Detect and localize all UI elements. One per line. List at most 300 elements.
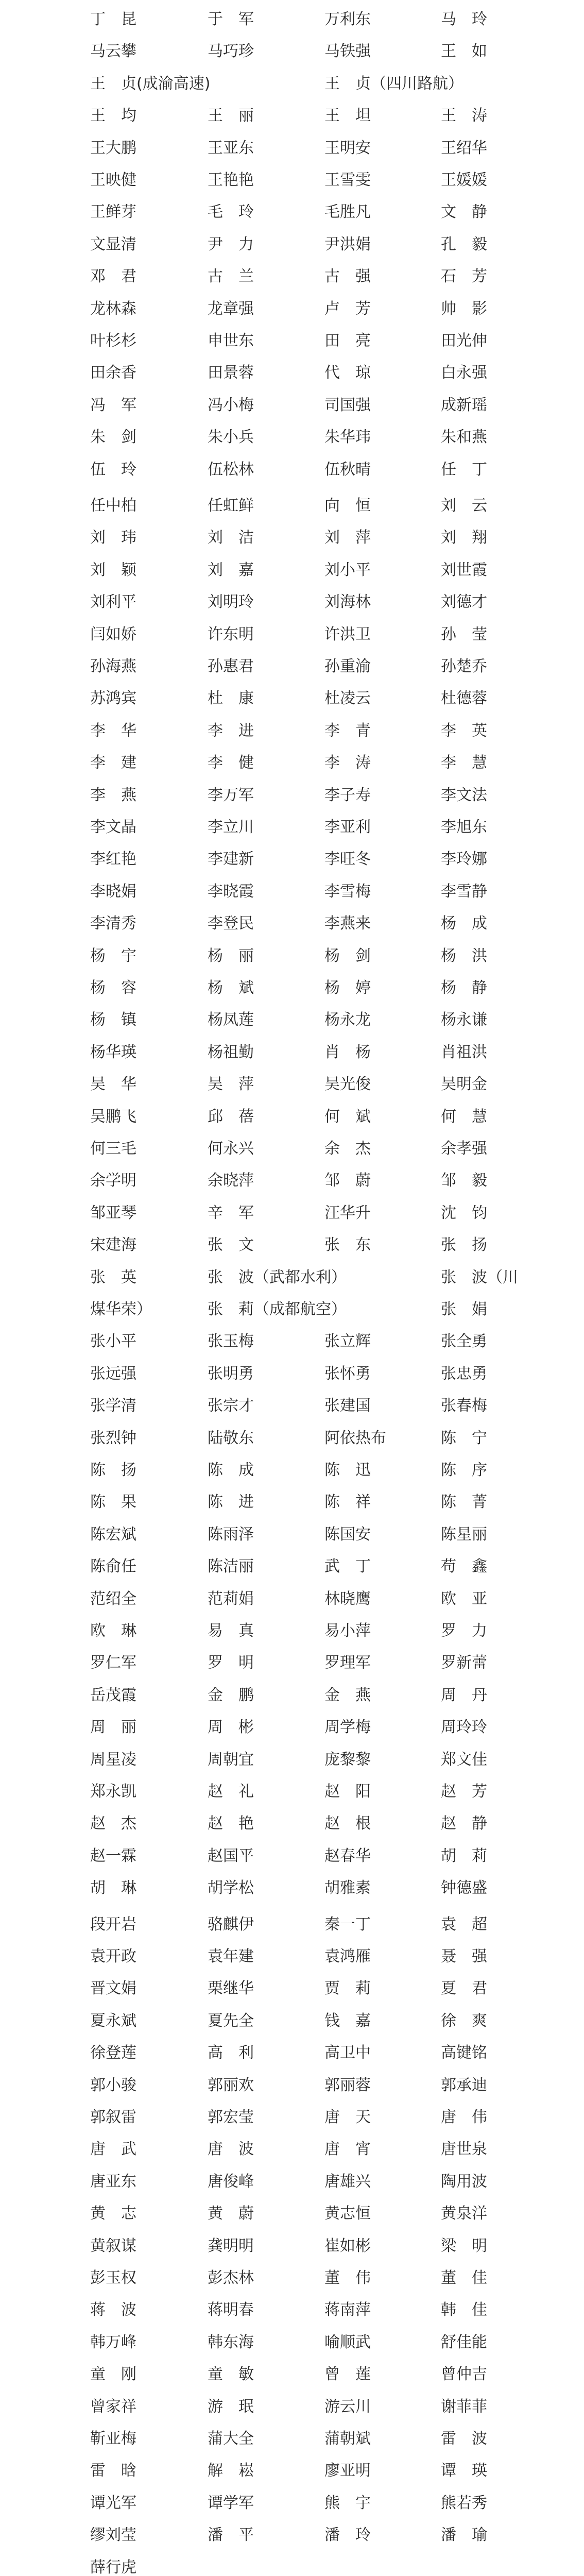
name-row <box>0 458 584 482</box>
person-name: 尹洪娟 <box>324 235 371 253</box>
person-name: 李雪静 <box>441 882 487 901</box>
person-name: 苟 鑫 <box>441 1557 487 1576</box>
person-name: 代 琼 <box>324 364 371 382</box>
person-name: 田余香 <box>90 364 136 382</box>
person-name: 栗继华 <box>208 1979 254 1998</box>
person-name: 余孝强 <box>441 1140 487 1158</box>
person-name: 何 慧 <box>441 1107 487 1126</box>
person-name: 马云攀 <box>90 42 136 61</box>
person-name: 冯小梅 <box>208 396 254 414</box>
person-name: 田 亮 <box>324 332 371 350</box>
person-name: 唐俊峰 <box>208 2172 254 2191</box>
person-name: 曾仲吉 <box>441 2365 487 2384</box>
person-name: 杜 康 <box>208 689 254 708</box>
person-name: 范绍全 <box>90 1589 136 1608</box>
person-name: 舒佳能 <box>441 2333 487 2351</box>
person-name: 陶用波 <box>441 2172 487 2191</box>
person-name: 范莉娟 <box>208 1589 254 1608</box>
person-name: 王 贞（四川路航） <box>324 74 463 93</box>
person-name: 李 燕 <box>90 786 136 804</box>
person-name: 孙海燕 <box>90 657 136 675</box>
person-name: 周学梅 <box>324 1718 371 1737</box>
person-name: 黄 蔚 <box>208 2205 254 2223</box>
person-name: 丁 昆 <box>90 10 136 28</box>
person-name: 吴 华 <box>90 1075 136 1094</box>
person-name: 缪刘莹 <box>90 2526 136 2545</box>
name-row <box>0 494 584 518</box>
person-name: 张 波（川 <box>441 1268 518 1286</box>
person-name: 刘德才 <box>441 593 487 612</box>
person-name: 童 敏 <box>208 2365 254 2384</box>
person-name: 何 斌 <box>324 1107 371 1126</box>
person-name: 冯 军 <box>90 396 136 414</box>
person-name: 郑永凯 <box>90 1783 136 1801</box>
person-name: 孙楚乔 <box>441 657 487 675</box>
person-name: 秦一丁 <box>324 1915 371 1934</box>
name-row <box>0 1073 584 1096</box>
person-name: 郭宏莹 <box>208 2108 254 2126</box>
person-name: 赵 静 <box>441 1815 487 1833</box>
name-row <box>0 880 584 904</box>
person-name: 帅 影 <box>441 299 487 318</box>
person-name: 李旺冬 <box>324 850 371 869</box>
name-row <box>0 1684 584 1707</box>
name-row <box>0 1169 584 1193</box>
person-name: 徐登莲 <box>90 2044 136 2062</box>
person-name: 赵一霖 <box>90 1846 136 1865</box>
name-row <box>0 265 584 289</box>
name-row <box>0 1619 584 1643</box>
person-name: 陈洁丽 <box>208 1557 254 1576</box>
name-row <box>0 137 584 160</box>
person-name: 易小萍 <box>324 1622 371 1640</box>
name-row <box>0 2556 584 2576</box>
person-name: 郑文佳 <box>441 1750 487 1769</box>
person-name: 段开岩 <box>90 1915 136 1934</box>
person-name: 李万军 <box>208 786 254 804</box>
person-name: 李子寿 <box>324 786 371 804</box>
person-name: 张小平 <box>90 1332 136 1351</box>
person-name: 袁 超 <box>441 1915 487 1934</box>
person-name: 杨 剑 <box>324 946 371 965</box>
person-name: 赵 根 <box>324 1815 371 1833</box>
person-name: 阿依热布 <box>324 1429 386 1447</box>
person-name: 卢 芳 <box>324 299 371 318</box>
person-name: 袁开政 <box>90 1947 136 1965</box>
person-name: 马 玲 <box>441 10 487 28</box>
name-row <box>0 944 584 968</box>
person-name: 张玉梅 <box>208 1332 254 1351</box>
name-row <box>0 1041 584 1064</box>
person-name: 任中柏 <box>90 497 136 515</box>
name-row <box>0 1233 584 1257</box>
person-name: 夏永斌 <box>90 2011 136 2030</box>
person-name: 张 莉（成都航空） <box>208 1300 347 1318</box>
person-name: 黄泉洋 <box>441 2205 487 2223</box>
person-name: 王 丽 <box>208 107 254 125</box>
person-name: 郭承迪 <box>441 2076 487 2094</box>
person-name: 张忠勇 <box>441 1364 487 1383</box>
person-name: 邹 蔚 <box>324 1172 371 1190</box>
name-row <box>0 558 584 582</box>
person-name: 张立辉 <box>324 1332 371 1351</box>
person-name: 王亚东 <box>208 139 254 157</box>
person-name: 黄 志 <box>90 2205 136 2223</box>
person-name: 张全勇 <box>441 1332 487 1351</box>
person-name: 唐雄兴 <box>324 2172 371 2191</box>
name-row <box>0 2106 584 2129</box>
name-row <box>0 2427 584 2451</box>
person-name: 熊若秀 <box>441 2494 487 2512</box>
person-name: 杨 容 <box>90 979 136 997</box>
name-row <box>0 1266 584 1290</box>
person-name: 李文晶 <box>90 818 136 836</box>
person-name: 唐世泉 <box>441 2140 487 2159</box>
name-row <box>0 1945 584 1969</box>
person-name: 刘利平 <box>90 593 136 612</box>
person-name: 刘海林 <box>324 593 371 612</box>
name-row <box>0 233 584 257</box>
person-name: 周星凌 <box>90 1750 136 1769</box>
person-name: 石 芳 <box>441 267 487 286</box>
person-name: 彭玉权 <box>90 2269 136 2287</box>
name-row <box>0 104 584 128</box>
person-name: 何三毛 <box>90 1140 136 1158</box>
person-name: 陈 果 <box>90 1493 136 1512</box>
name-row <box>0 784 584 807</box>
name-row <box>0 687 584 710</box>
person-name: 叶杉杉 <box>90 332 136 350</box>
person-name: 陈 成 <box>208 1461 254 1479</box>
name-row <box>0 394 584 417</box>
person-name: 陈 序 <box>441 1461 487 1479</box>
person-name: 张 扬 <box>441 1236 487 1255</box>
person-name: 唐 伟 <box>441 2108 487 2126</box>
name-row <box>0 1298 584 1321</box>
person-name: 杨祖勤 <box>208 1043 254 1061</box>
person-name: 解 崧 <box>208 2462 254 2480</box>
person-name: 孔 毅 <box>441 235 487 253</box>
person-name: 王 涛 <box>441 107 487 125</box>
person-name: 毛胜凡 <box>324 203 371 222</box>
person-name: 陈星丽 <box>441 1525 487 1544</box>
person-name: 蒋 波 <box>90 2301 136 2319</box>
name-row <box>0 719 584 743</box>
name-row <box>0 2298 584 2322</box>
person-name: 赵 芳 <box>441 1783 487 1801</box>
person-name: 张明勇 <box>208 1364 254 1383</box>
person-name: 罗 力 <box>441 1622 487 1640</box>
name-row <box>0 1394 584 1418</box>
person-name: 袁年建 <box>208 1947 254 1965</box>
person-name: 彭杰林 <box>208 2269 254 2287</box>
person-name: 宋建海 <box>90 1236 136 1255</box>
person-name: 煤华荣） <box>90 1300 152 1318</box>
person-name: 谢菲菲 <box>441 2397 487 2416</box>
name-row <box>0 361 584 385</box>
person-name: 朱华玮 <box>324 428 371 447</box>
person-name: 韩 佳 <box>441 2301 487 2319</box>
name-row <box>0 426 584 449</box>
person-name: 蒲大全 <box>208 2430 254 2448</box>
person-name: 林晓鹰 <box>324 1589 371 1608</box>
person-name: 张烈钟 <box>90 1429 136 1447</box>
person-name: 杜德蓉 <box>441 689 487 708</box>
person-name: 万利东 <box>324 10 371 28</box>
name-row <box>0 1651 584 1675</box>
person-name: 黄叙谋 <box>90 2236 136 2255</box>
person-name: 李文法 <box>441 786 487 804</box>
name-row <box>0 976 584 1000</box>
person-name: 朱小兵 <box>208 428 254 447</box>
person-name: 龚明明 <box>208 2236 254 2255</box>
person-name: 熊 宇 <box>324 2494 371 2512</box>
name-row <box>0 200 584 224</box>
person-name: 潘 玲 <box>324 2526 371 2545</box>
name-row <box>0 168 584 192</box>
person-name: 谭学军 <box>208 2494 254 2512</box>
person-name: 李 慧 <box>441 754 487 772</box>
person-name: 胡 琳 <box>90 1879 136 1897</box>
person-name: 胡学松 <box>208 1879 254 1897</box>
person-name: 易 真 <box>208 1622 254 1640</box>
person-name: 高 利 <box>208 2044 254 2062</box>
name-row <box>0 1459 584 1482</box>
name-row <box>0 2523 584 2547</box>
person-name: 陈 迅 <box>324 1461 371 1479</box>
person-name: 李立川 <box>208 818 254 836</box>
person-name: 陈 宁 <box>441 1429 487 1447</box>
name-row <box>0 1555 584 1579</box>
person-name: 伍秋晴 <box>324 460 371 479</box>
person-name: 白永强 <box>441 364 487 382</box>
person-name: 肖祖洪 <box>441 1043 487 1061</box>
person-name: 张怀勇 <box>324 1364 371 1383</box>
name-row <box>0 1427 584 1450</box>
person-name: 刘小平 <box>324 561 371 579</box>
name-row <box>0 912 584 936</box>
person-name: 朱和燕 <box>441 428 487 447</box>
person-name: 雷 波 <box>441 2430 487 2448</box>
person-name: 李晓霞 <box>208 882 254 901</box>
name-row <box>0 1587 584 1611</box>
person-name: 刘明玲 <box>208 593 254 612</box>
person-name: 蒲朝斌 <box>324 2430 371 2448</box>
person-name: 杨 婷 <box>324 979 371 997</box>
name-row <box>0 751 584 775</box>
person-name: 靳亚梅 <box>90 2430 136 2448</box>
person-name: 刘 云 <box>441 497 487 515</box>
person-name: 贾 莉 <box>324 1979 371 1998</box>
person-name: 王绍华 <box>441 139 487 157</box>
person-name: 游云川 <box>324 2397 371 2416</box>
name-row <box>0 1716 584 1739</box>
person-name: 杨 静 <box>441 979 487 997</box>
name-row <box>0 1780 584 1804</box>
person-name: 马巧珍 <box>208 42 254 61</box>
person-name: 陆敬东 <box>208 1429 254 1447</box>
person-name: 张学清 <box>90 1397 136 1415</box>
person-name: 薛行虎 <box>90 2558 136 2576</box>
person-name: 童 刚 <box>90 2365 136 2384</box>
person-name: 许东明 <box>208 625 254 643</box>
person-name: 李登民 <box>208 914 254 933</box>
name-row <box>0 1330 584 1353</box>
name-row <box>0 2459 584 2483</box>
name-row <box>0 1105 584 1129</box>
person-name: 罗理军 <box>324 1654 371 1672</box>
person-name: 欧 亚 <box>441 1589 487 1608</box>
person-name: 刘世霞 <box>441 561 487 579</box>
person-name: 张 英 <box>90 1268 136 1286</box>
person-name: 于 军 <box>208 10 254 28</box>
person-name: 余学明 <box>90 1172 136 1190</box>
name-row <box>0 1137 584 1161</box>
person-name: 李 健 <box>208 754 254 772</box>
person-name: 黄志恒 <box>324 2205 371 2223</box>
person-name: 李旭东 <box>441 818 487 836</box>
name-row <box>0 1876 584 1900</box>
name-row <box>0 2202 584 2226</box>
person-name: 李 进 <box>208 721 254 740</box>
person-name: 李玲娜 <box>441 850 487 869</box>
person-name: 胡 莉 <box>441 1846 487 1865</box>
name-row <box>0 1812 584 1836</box>
person-name: 毛 玲 <box>208 203 254 222</box>
person-name: 孙 莹 <box>441 625 487 643</box>
name-row <box>0 655 584 679</box>
person-name: 任 丁 <box>441 460 487 479</box>
person-name: 陈 菁 <box>441 1493 487 1512</box>
person-name: 马铁强 <box>324 42 371 61</box>
person-name: 张 文 <box>208 1236 254 1255</box>
person-name: 陈俞任 <box>90 1557 136 1576</box>
person-name: 朱 剑 <box>90 428 136 447</box>
person-name: 吴鹏飞 <box>90 1107 136 1126</box>
person-name: 张 东 <box>324 1236 371 1255</box>
person-name: 李 建 <box>90 754 136 772</box>
person-name: 沈 钧 <box>441 1204 487 1222</box>
name-row <box>0 2363 584 2386</box>
person-name: 金 燕 <box>324 1686 371 1704</box>
person-name: 喻顺武 <box>324 2333 371 2351</box>
person-name: 李亚利 <box>324 818 371 836</box>
person-name: 周玲玲 <box>441 1718 487 1737</box>
person-name: 唐 宵 <box>324 2140 371 2159</box>
person-name: 胡雅素 <box>324 1879 371 1897</box>
name-row <box>0 40 584 63</box>
name-row <box>0 2395 584 2419</box>
person-name: 陈雨泽 <box>208 1525 254 1544</box>
person-name: 唐亚东 <box>90 2172 136 2191</box>
person-name: 庞黎黎 <box>324 1750 371 1769</box>
person-name: 刘 玮 <box>90 529 136 547</box>
person-name: 潘 平 <box>208 2526 254 2545</box>
person-name: 唐 武 <box>90 2140 136 2159</box>
person-name: 崔如彬 <box>324 2236 371 2255</box>
person-name: 周 彬 <box>208 1718 254 1737</box>
person-name: 陈 祥 <box>324 1493 371 1512</box>
person-name: 晋文娟 <box>90 1979 136 1998</box>
person-name: 李燕来 <box>324 914 371 933</box>
person-name: 刘 嘉 <box>208 561 254 579</box>
name-row <box>0 1913 584 1937</box>
person-name: 杨 宇 <box>90 946 136 965</box>
name-row <box>0 848 584 871</box>
person-name: 李 英 <box>441 721 487 740</box>
person-name: 尹 力 <box>208 235 254 253</box>
person-name: 周朝宜 <box>208 1750 254 1769</box>
person-name: 吴明金 <box>441 1075 487 1094</box>
name-row <box>0 1201 584 1225</box>
person-name: 骆麒伊 <box>208 1915 254 1934</box>
person-name: 谭 瑛 <box>441 2462 487 2480</box>
person-name: 杨永谦 <box>441 1011 487 1029</box>
person-name: 李 涛 <box>324 754 371 772</box>
person-name: 王 贞(成渝高速) <box>90 74 211 93</box>
person-name: 向 恒 <box>324 497 371 515</box>
person-name: 王鲜芽 <box>90 203 136 222</box>
person-name: 王大鹏 <box>90 139 136 157</box>
person-name: 刘 萍 <box>324 529 371 547</box>
name-row <box>0 1523 584 1547</box>
person-name: 孙重渝 <box>324 657 371 675</box>
person-name: 苏鸿宾 <box>90 689 136 708</box>
person-name: 雷 晗 <box>90 2462 136 2480</box>
person-name: 吴光俊 <box>324 1075 371 1094</box>
person-name: 赵 杰 <box>90 1815 136 1833</box>
person-name: 张 波（武都水利） <box>208 1268 347 1286</box>
person-name: 孙惠君 <box>208 657 254 675</box>
name-row <box>0 2074 584 2097</box>
person-name: 张春梅 <box>441 1397 487 1415</box>
person-name: 龙章强 <box>208 299 254 318</box>
person-name: 蒋明春 <box>208 2301 254 2319</box>
person-name: 杨华瑛 <box>90 1043 136 1061</box>
person-name: 唐 天 <box>324 2108 371 2126</box>
name-row <box>0 329 584 353</box>
person-name: 杨 斌 <box>208 979 254 997</box>
person-name: 任虹鲜 <box>208 497 254 515</box>
person-name: 张宗才 <box>208 1397 254 1415</box>
person-name: 杨永龙 <box>324 1011 371 1029</box>
person-name: 张 娟 <box>441 1300 487 1318</box>
person-name: 蒋南萍 <box>324 2301 371 2319</box>
person-name: 董 伟 <box>324 2269 371 2287</box>
person-name: 申世东 <box>208 332 254 350</box>
person-name: 陈宏斌 <box>90 1525 136 1544</box>
person-name: 邹亚琴 <box>90 1204 136 1222</box>
person-name: 杨 丽 <box>208 946 254 965</box>
person-name: 王 坦 <box>324 107 371 125</box>
person-name: 邹 毅 <box>441 1172 487 1190</box>
person-name: 李清秀 <box>90 914 136 933</box>
name-row <box>0 816 584 839</box>
person-name: 龙林森 <box>90 299 136 318</box>
person-name: 辛 军 <box>208 1204 254 1222</box>
person-name: 赵 阳 <box>324 1783 371 1801</box>
person-name: 周 丹 <box>441 1686 487 1704</box>
name-row <box>0 1490 584 1514</box>
person-name: 梁 明 <box>441 2236 487 2255</box>
person-name: 邱 蓓 <box>208 1107 254 1126</box>
person-name: 文 静 <box>441 203 487 222</box>
person-name: 郭叙雷 <box>90 2108 136 2126</box>
name-row <box>0 1008 584 1032</box>
person-name: 杨 成 <box>441 914 487 933</box>
person-name: 古 强 <box>324 267 371 286</box>
person-name: 王映健 <box>90 171 136 189</box>
